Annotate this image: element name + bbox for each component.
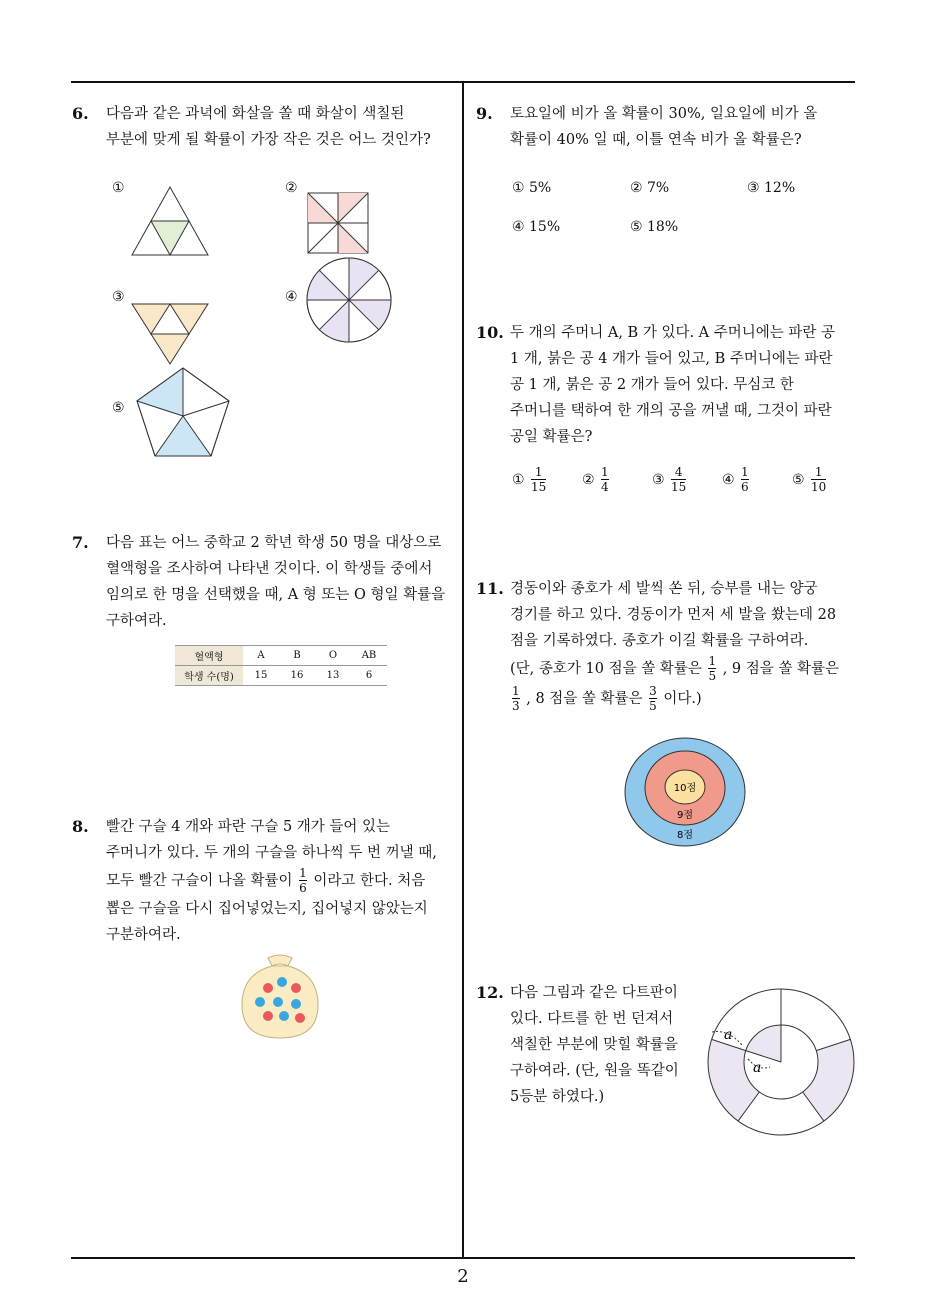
table-row-label: 학생 수(명) xyxy=(175,666,243,686)
question-text: 두 개의 주머니 A, B 가 있다. A 주머니에는 파란 공 xyxy=(510,325,836,341)
question-number: 6. xyxy=(72,104,89,123)
numerator: 4 xyxy=(674,465,683,479)
target-circle-4 xyxy=(306,257,392,343)
question-text: 있다. 다트를 한 번 던져서 xyxy=(510,1011,674,1027)
choice-label: ⑤ xyxy=(792,472,805,488)
numerator: 1 xyxy=(708,654,717,668)
question-text: 점을 기록하였다. 종호가 이길 확률을 구하여라. xyxy=(510,633,809,649)
choice-label-4: ④ xyxy=(285,289,298,305)
question-number: 8. xyxy=(72,817,89,836)
question-8 xyxy=(72,814,457,948)
choice-4[interactable] xyxy=(722,466,751,494)
question-text: 구하여라. (단, 원을 똑같이 xyxy=(510,1063,679,1079)
fraction xyxy=(512,685,520,713)
dartboard xyxy=(706,985,856,1137)
question-text: 구분하여라. xyxy=(106,927,181,943)
question-text: 경기를 하고 있다. 경동이가 먼저 세 발을 쐈는데 28 xyxy=(510,607,837,623)
question-6 xyxy=(72,101,457,153)
table-header-cell: AB xyxy=(351,646,387,666)
choice-1[interactable] xyxy=(512,466,548,494)
question-text xyxy=(510,684,856,714)
choice-label-2: ② xyxy=(285,180,298,196)
choice-5[interactable] xyxy=(792,466,828,494)
numerator: 1 xyxy=(741,465,749,479)
question-number: 9. xyxy=(476,104,493,123)
archery-target xyxy=(624,737,746,847)
bottom-rule xyxy=(71,1257,855,1259)
numerator: 1 xyxy=(601,465,609,479)
choice-label: ③ xyxy=(652,472,665,488)
question-10 xyxy=(476,320,856,450)
question-text: 다음과 같은 과녁에 화살을 쏠 때 화살이 색칠된 xyxy=(106,106,405,122)
choice-4[interactable]: ④ 15% xyxy=(512,219,561,235)
denominator: 6 xyxy=(299,881,307,895)
question-text xyxy=(510,654,856,684)
question-text: 다음 표는 어느 중학교 2 학년 학생 50 명을 대상으로 xyxy=(106,535,442,551)
question-text: 다음 그림과 같은 다트판이 xyxy=(510,985,678,1001)
denominator: 4 xyxy=(601,480,609,494)
question-text: 경동이와 종호가 세 발씩 쏜 뒤, 승부를 내는 양궁 xyxy=(510,581,818,597)
target-label-9: 9점 xyxy=(676,810,694,821)
denominator: 15 xyxy=(671,480,687,494)
choice-label-5: ⑤ xyxy=(112,400,125,416)
page-number: 2 xyxy=(457,1266,469,1287)
question-text: 구하여라. xyxy=(106,613,167,629)
table-cell: 15 xyxy=(243,666,279,686)
question-text: , 8 점을 쏠 확률은 xyxy=(526,691,643,707)
question-number: 11. xyxy=(476,579,504,598)
table-cell: 6 xyxy=(351,666,387,686)
numerator: 3 xyxy=(649,684,657,698)
question-text: 모두 빨간 구슬이 나올 확률이 xyxy=(106,873,293,889)
question-text: 부분에 맞게 될 확률이 가장 작은 것은 어느 것인가? xyxy=(106,132,431,148)
question-text: , 9 점을 쏠 확률은 xyxy=(722,661,840,677)
numerator: 1 xyxy=(512,684,520,698)
choice-5[interactable]: ⑤ 18% xyxy=(630,219,679,235)
choice-1[interactable]: ① 5% xyxy=(512,180,552,196)
choice-2[interactable]: ② 7% xyxy=(630,180,670,196)
table-row xyxy=(175,666,387,686)
fraction xyxy=(708,655,716,683)
choice-label-1: ① xyxy=(112,180,125,196)
angle-label-inner: a xyxy=(753,1060,762,1076)
choice-label-3: ③ xyxy=(112,289,125,305)
choice-3[interactable] xyxy=(652,466,688,494)
question-text: 1 개, 붉은 공 4 개가 들어 있고, B 주머니에는 파란 xyxy=(510,351,833,367)
question-number: 7. xyxy=(72,533,89,552)
table-cell: 16 xyxy=(279,666,315,686)
angle-label-outer: a xyxy=(724,1027,733,1043)
table-header-cell: O xyxy=(315,646,351,666)
fraction xyxy=(299,867,307,895)
fraction xyxy=(531,466,546,494)
numerator: 1 xyxy=(299,866,307,880)
choice-label: ④ xyxy=(722,472,735,488)
table-header-cell: A xyxy=(243,646,279,666)
question-text: 주머니가 있다. 두 개의 구슬을 하나씩 두 번 꺼낼 때, xyxy=(106,845,437,861)
table-header-cell: 혈액형 xyxy=(175,646,243,666)
question-text: 뽑은 구슬을 다시 집어넣었는지, 집어넣지 않았는지 xyxy=(106,901,428,917)
target-triangle-3 xyxy=(130,302,210,366)
question-text: (단, 종호가 10 점을 쏠 확률은 xyxy=(510,661,702,677)
table-cell: 13 xyxy=(315,666,351,686)
question-text: 확률이 40% 일 때, 이틀 연속 비가 올 확률은? xyxy=(510,132,802,148)
choice-2[interactable] xyxy=(582,466,611,494)
question-number: 10. xyxy=(476,323,504,342)
question-text: 이라고 한다. 처음 xyxy=(313,873,426,889)
marble-bag-image xyxy=(238,950,322,1040)
question-text: 공일 확률은? xyxy=(510,429,593,445)
question-text: 토요일에 비가 올 확률이 30%, 일요일에 비가 올 xyxy=(510,106,818,122)
denominator: 10 xyxy=(811,480,827,494)
fraction xyxy=(811,466,826,494)
column-divider xyxy=(462,83,464,1259)
question-9 xyxy=(476,101,856,153)
question-text: 빨간 구슬 4 개와 파란 구슬 5 개가 들어 있는 xyxy=(106,819,391,835)
target-label-10: 10점 xyxy=(673,783,697,794)
question-number: 12. xyxy=(476,983,504,1002)
choice-3[interactable]: ③ 12% xyxy=(747,180,796,196)
fraction xyxy=(601,466,609,494)
question-11 xyxy=(476,576,856,714)
question-text: 이다.) xyxy=(663,691,702,707)
choice-label: ① xyxy=(512,472,525,488)
denominator: 3 xyxy=(512,699,520,713)
question-text: 혈액형을 조사하여 나타낸 것이다. 이 학생들 중에서 xyxy=(106,561,433,577)
denominator: 6 xyxy=(741,480,749,494)
target-triangle-1 xyxy=(130,185,210,257)
numerator: 1 xyxy=(814,465,823,479)
question-text xyxy=(106,866,457,896)
choice-label: ② xyxy=(582,472,595,488)
target-label-8: 8점 xyxy=(676,830,694,841)
fraction xyxy=(649,685,657,713)
question-12 xyxy=(476,980,706,1110)
denominator: 5 xyxy=(649,699,657,713)
fraction xyxy=(671,466,686,494)
table-row xyxy=(175,646,387,666)
target-square-2 xyxy=(308,193,368,253)
question-text: 주머니를 택하여 한 개의 공을 꺼낼 때, 그것이 파란 xyxy=(510,403,832,419)
blood-type-table xyxy=(175,645,387,686)
denominator: 15 xyxy=(531,480,547,494)
question-7 xyxy=(72,530,457,634)
numerator: 1 xyxy=(534,465,543,479)
denominator: 5 xyxy=(708,669,717,683)
question-text: 임의로 한 명을 선택했을 때, A 형 또는 O 형일 확률을 xyxy=(106,587,446,603)
fraction xyxy=(741,466,749,494)
question-text: 5등분 하였다.) xyxy=(510,1089,605,1105)
table-header-cell: B xyxy=(279,646,315,666)
target-pentagon-5 xyxy=(135,366,231,458)
question-text: 색칠한 부분에 맞힐 확률을 xyxy=(510,1037,678,1053)
question-text: 공 1 개, 붉은 공 2 개가 들어 있다. 무심코 한 xyxy=(510,377,794,393)
